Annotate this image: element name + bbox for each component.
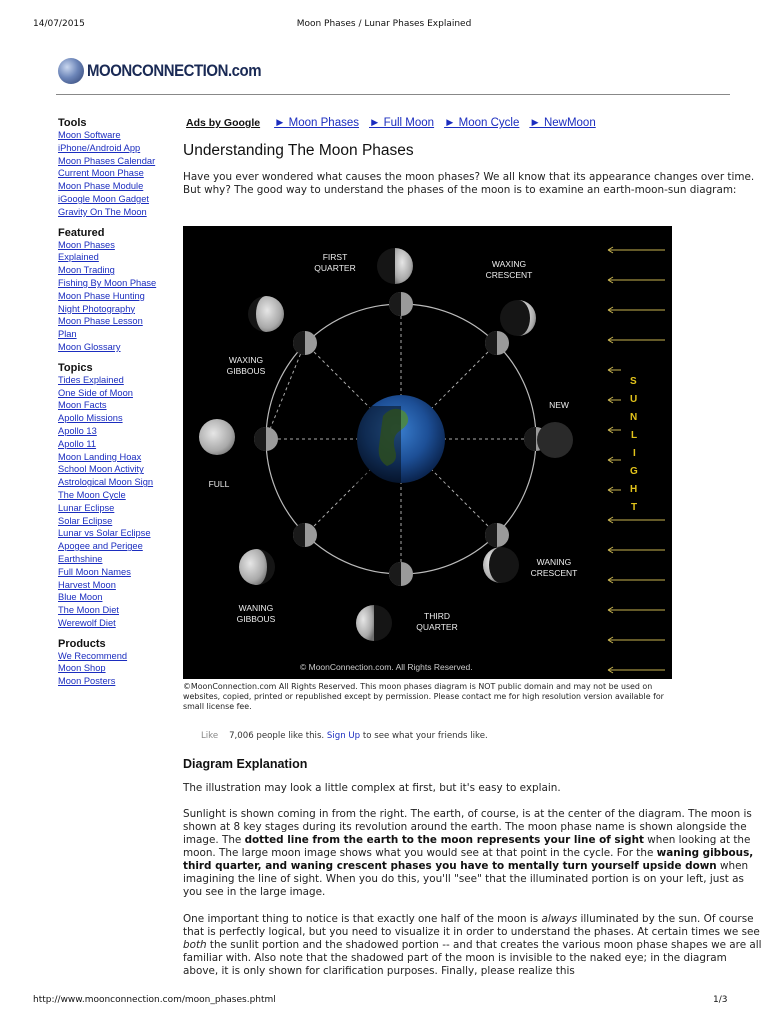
label-waxing-gibbous: WAXING GIBBOUS	[226, 355, 266, 376]
sunlight-letter: G	[630, 466, 638, 477]
sidebar-heading-featured: Featured	[58, 226, 105, 239]
sidebar-link[interactable]: We Recommend	[58, 650, 128, 661]
sidebar-link[interactable]: Full Moon Names	[58, 566, 131, 577]
paragraph-2: Sunlight is shown coming in from the right. The earth, of course, is at the center of the diagram. The moon is shown at 8 key stages during its revolution around the earth. The moon phase name is shown alongside the image. The dotted line from the earth to the moon represents your line of sight when looking at the moon. The large moon image shows what you would see at that point in the cycle. For the waning gibbous, third quarter, and waning crescent phases you have to mentally turn yourself upside down when imagining the line of sight. When you do this, you'll "see" that the illuminated portion is on your left, just as you see in the large image.	[183, 808, 754, 898]
moon-third-quarter	[356, 605, 392, 641]
label-waning-gibbous: WANING GIBBOUS	[236, 603, 276, 624]
sidebar-heading-products: Products	[58, 637, 106, 650]
sidebar-link[interactable]: Moon Software	[58, 130, 121, 140]
sidebar-link[interactable]: Werewolf Diet	[58, 617, 116, 628]
moon-waxing-gibbous	[248, 296, 284, 332]
ads-by-google-label[interactable]: Ads by Google	[186, 117, 261, 129]
sunlight-letter: H	[630, 484, 638, 495]
sidebar-link[interactable]: Blue Moon	[58, 592, 103, 603]
facebook-like-bar	[201, 731, 488, 741]
sidebar-link[interactable]: Solar Eclipse	[58, 515, 113, 526]
sunlight-arrows	[608, 247, 665, 673]
ad-link-moon-cycle[interactable]: ► Moon Cycle	[444, 117, 520, 129]
sunlight-letter: T	[631, 502, 638, 513]
sidebar-link[interactable]: Moon Posters	[58, 676, 116, 687]
sidebar-link[interactable]: Lunar Eclipse	[58, 502, 115, 513]
sidebar-link[interactable]: Apollo Missions	[58, 413, 123, 424]
label-third-quarter: THIRD QUARTER	[416, 611, 458, 632]
sunlight-letter: U	[630, 394, 638, 405]
sidebar-link[interactable]: Moon Phase Module	[58, 181, 144, 192]
moon-waning-gibbous	[239, 549, 275, 585]
sidebar-link[interactable]: Apollo 11	[58, 438, 97, 449]
moon-logo-icon	[58, 58, 84, 84]
sidebar-link[interactable]: Moon Facts	[58, 400, 107, 411]
moon-waning-crescent	[483, 547, 519, 583]
sidebar-link[interactable]: Moon Phases Explained	[58, 239, 115, 263]
sidebar-link[interactable]: Earthshine	[58, 553, 103, 564]
sidebar-link[interactable]: Lunar vs Solar Eclipse	[58, 528, 151, 539]
moon-phases-diagram	[183, 226, 672, 679]
sidebar	[58, 117, 173, 696]
sidebar-link[interactable]: The Moon Cycle	[58, 489, 126, 500]
sidebar-heading-topics: Topics	[58, 361, 93, 374]
sign-up-link[interactable]: Sign Up	[326, 731, 361, 741]
ad-links-bar	[186, 117, 596, 129]
print-date: 14/07/2015	[33, 19, 85, 29]
sidebar-topics	[58, 362, 173, 630]
sidebar-link[interactable]: Moon Phases Calendar	[58, 155, 156, 166]
sidebar-link[interactable]: Fishing By Moon Phase	[58, 277, 157, 288]
sidebar-link[interactable]: iGoogle Moon Gadget	[58, 193, 149, 204]
sidebar-link[interactable]: iPhone/Android App	[58, 142, 141, 153]
like-button[interactable]: Like	[201, 731, 219, 741]
sunlight-letter: S	[630, 376, 637, 387]
label-full: FULL	[208, 479, 230, 489]
sunlight-letter: L	[631, 430, 638, 441]
sidebar-link[interactable]: Moon Phase Hunting	[58, 290, 145, 301]
sidebar-link[interactable]: Night Photography	[58, 303, 136, 314]
label-new: NEW	[549, 400, 569, 410]
sidebar-link[interactable]: Apollo 13	[58, 425, 97, 436]
diagram-caption: ©MoonConnection.com All Rights Reserved. This moon phases diagram is NOT public domain and may not be used on websites, copied, printed or republished except by permission. Please contact me for high resolution version available for small license fee.	[183, 682, 664, 711]
ad-link-moon-phases[interactable]: ► Moon Phases	[274, 117, 359, 129]
sidebar-link[interactable]: One Side of Moon	[58, 387, 133, 398]
sidebar-link[interactable]: Apogee and Perigee	[58, 541, 143, 552]
earth-night-side	[357, 395, 401, 483]
paragraph-3: One important thing to notice is that exactly one half of the moon is always illuminated by the sun. Of course that is perfectly logical, but you need to visualize it in order to understand the phases. At certain times we see both the sunlit portion and the shadowed portion -- and that creates the various moon phase shapes we are all familiar with. Also note that the shadowed part of the moon is invisible to the naked eye; in the diagram above, it is only shown for clarification purposes. Finally, please realize this	[183, 913, 762, 977]
sidebar-link[interactable]: Moon Shop	[58, 663, 106, 674]
sidebar-link[interactable]: Gravity On The Moon	[58, 206, 147, 217]
sidebar-link[interactable]: Moon Glossary	[58, 341, 121, 352]
print-page-number: 1/3	[713, 995, 728, 1005]
moon-new	[537, 422, 573, 458]
label-waning-crescent: WANING CRESCENT	[530, 557, 578, 578]
sidebar-link[interactable]: School Moon Activity	[58, 464, 144, 475]
sidebar-link[interactable]: Astrological Moon Sign	[58, 477, 154, 488]
print-url: http://www.moonconnection.com/moon_phases.phtml	[33, 995, 276, 1005]
ad-link-full-moon[interactable]: ► Full Moon	[369, 117, 435, 129]
label-waxing-crescent: WAXING CRESCENT	[485, 259, 533, 280]
intro-paragraph: Have you ever wondered what causes the moon phases? We all know that its appearance changes over time. But why? The good way to understand the phases of the moon is to examine an earth-moon-sun diagram:	[183, 171, 755, 196]
ad-link-new-moon[interactable]: ► NewMoon	[529, 117, 596, 129]
sidebar-tools	[58, 117, 173, 219]
moon-first-quarter	[377, 248, 413, 284]
section-title: Diagram Explanation	[183, 757, 308, 771]
label-first-quarter: FIRST QUARTER	[314, 252, 356, 273]
logo-text: MOONCONNECTION.com	[87, 61, 262, 80]
sidebar-link[interactable]: Moon Trading	[58, 265, 115, 276]
sunlight-letter: I	[633, 448, 636, 459]
sidebar-link[interactable]: Moon Phase Lesson Plan	[58, 316, 143, 340]
moon-waxing-crescent	[500, 300, 536, 336]
sidebar-featured	[58, 227, 173, 354]
paragraph-1: The illustration may look a little complex at first, but it's easy to explain.	[183, 782, 561, 794]
print-title: Moon Phases / Lunar Phases Explained	[296, 19, 472, 29]
sidebar-link[interactable]: Tides Explained	[58, 374, 124, 385]
header-divider	[56, 94, 730, 95]
site-logo[interactable]	[58, 58, 285, 84]
sunlight-letter: N	[630, 412, 638, 423]
like-count: 7,006 people like this.	[229, 731, 325, 741]
like-rest-text: to see what your friends like.	[362, 731, 488, 741]
sidebar-link[interactable]: The Moon Diet	[58, 605, 119, 616]
diagram-copyright: © MoonConnection.com. All Rights Reserved.	[300, 662, 473, 672]
page-title: Understanding The Moon Phases	[183, 142, 414, 159]
sidebar-link[interactable]: Moon Landing Hoax	[58, 451, 142, 462]
sidebar-link[interactable]: Current Moon Phase	[58, 168, 144, 179]
sidebar-products	[58, 638, 173, 688]
sidebar-heading-tools: Tools	[58, 117, 87, 129]
moon-full	[199, 419, 235, 455]
sidebar-link[interactable]: Harvest Moon	[58, 579, 116, 590]
